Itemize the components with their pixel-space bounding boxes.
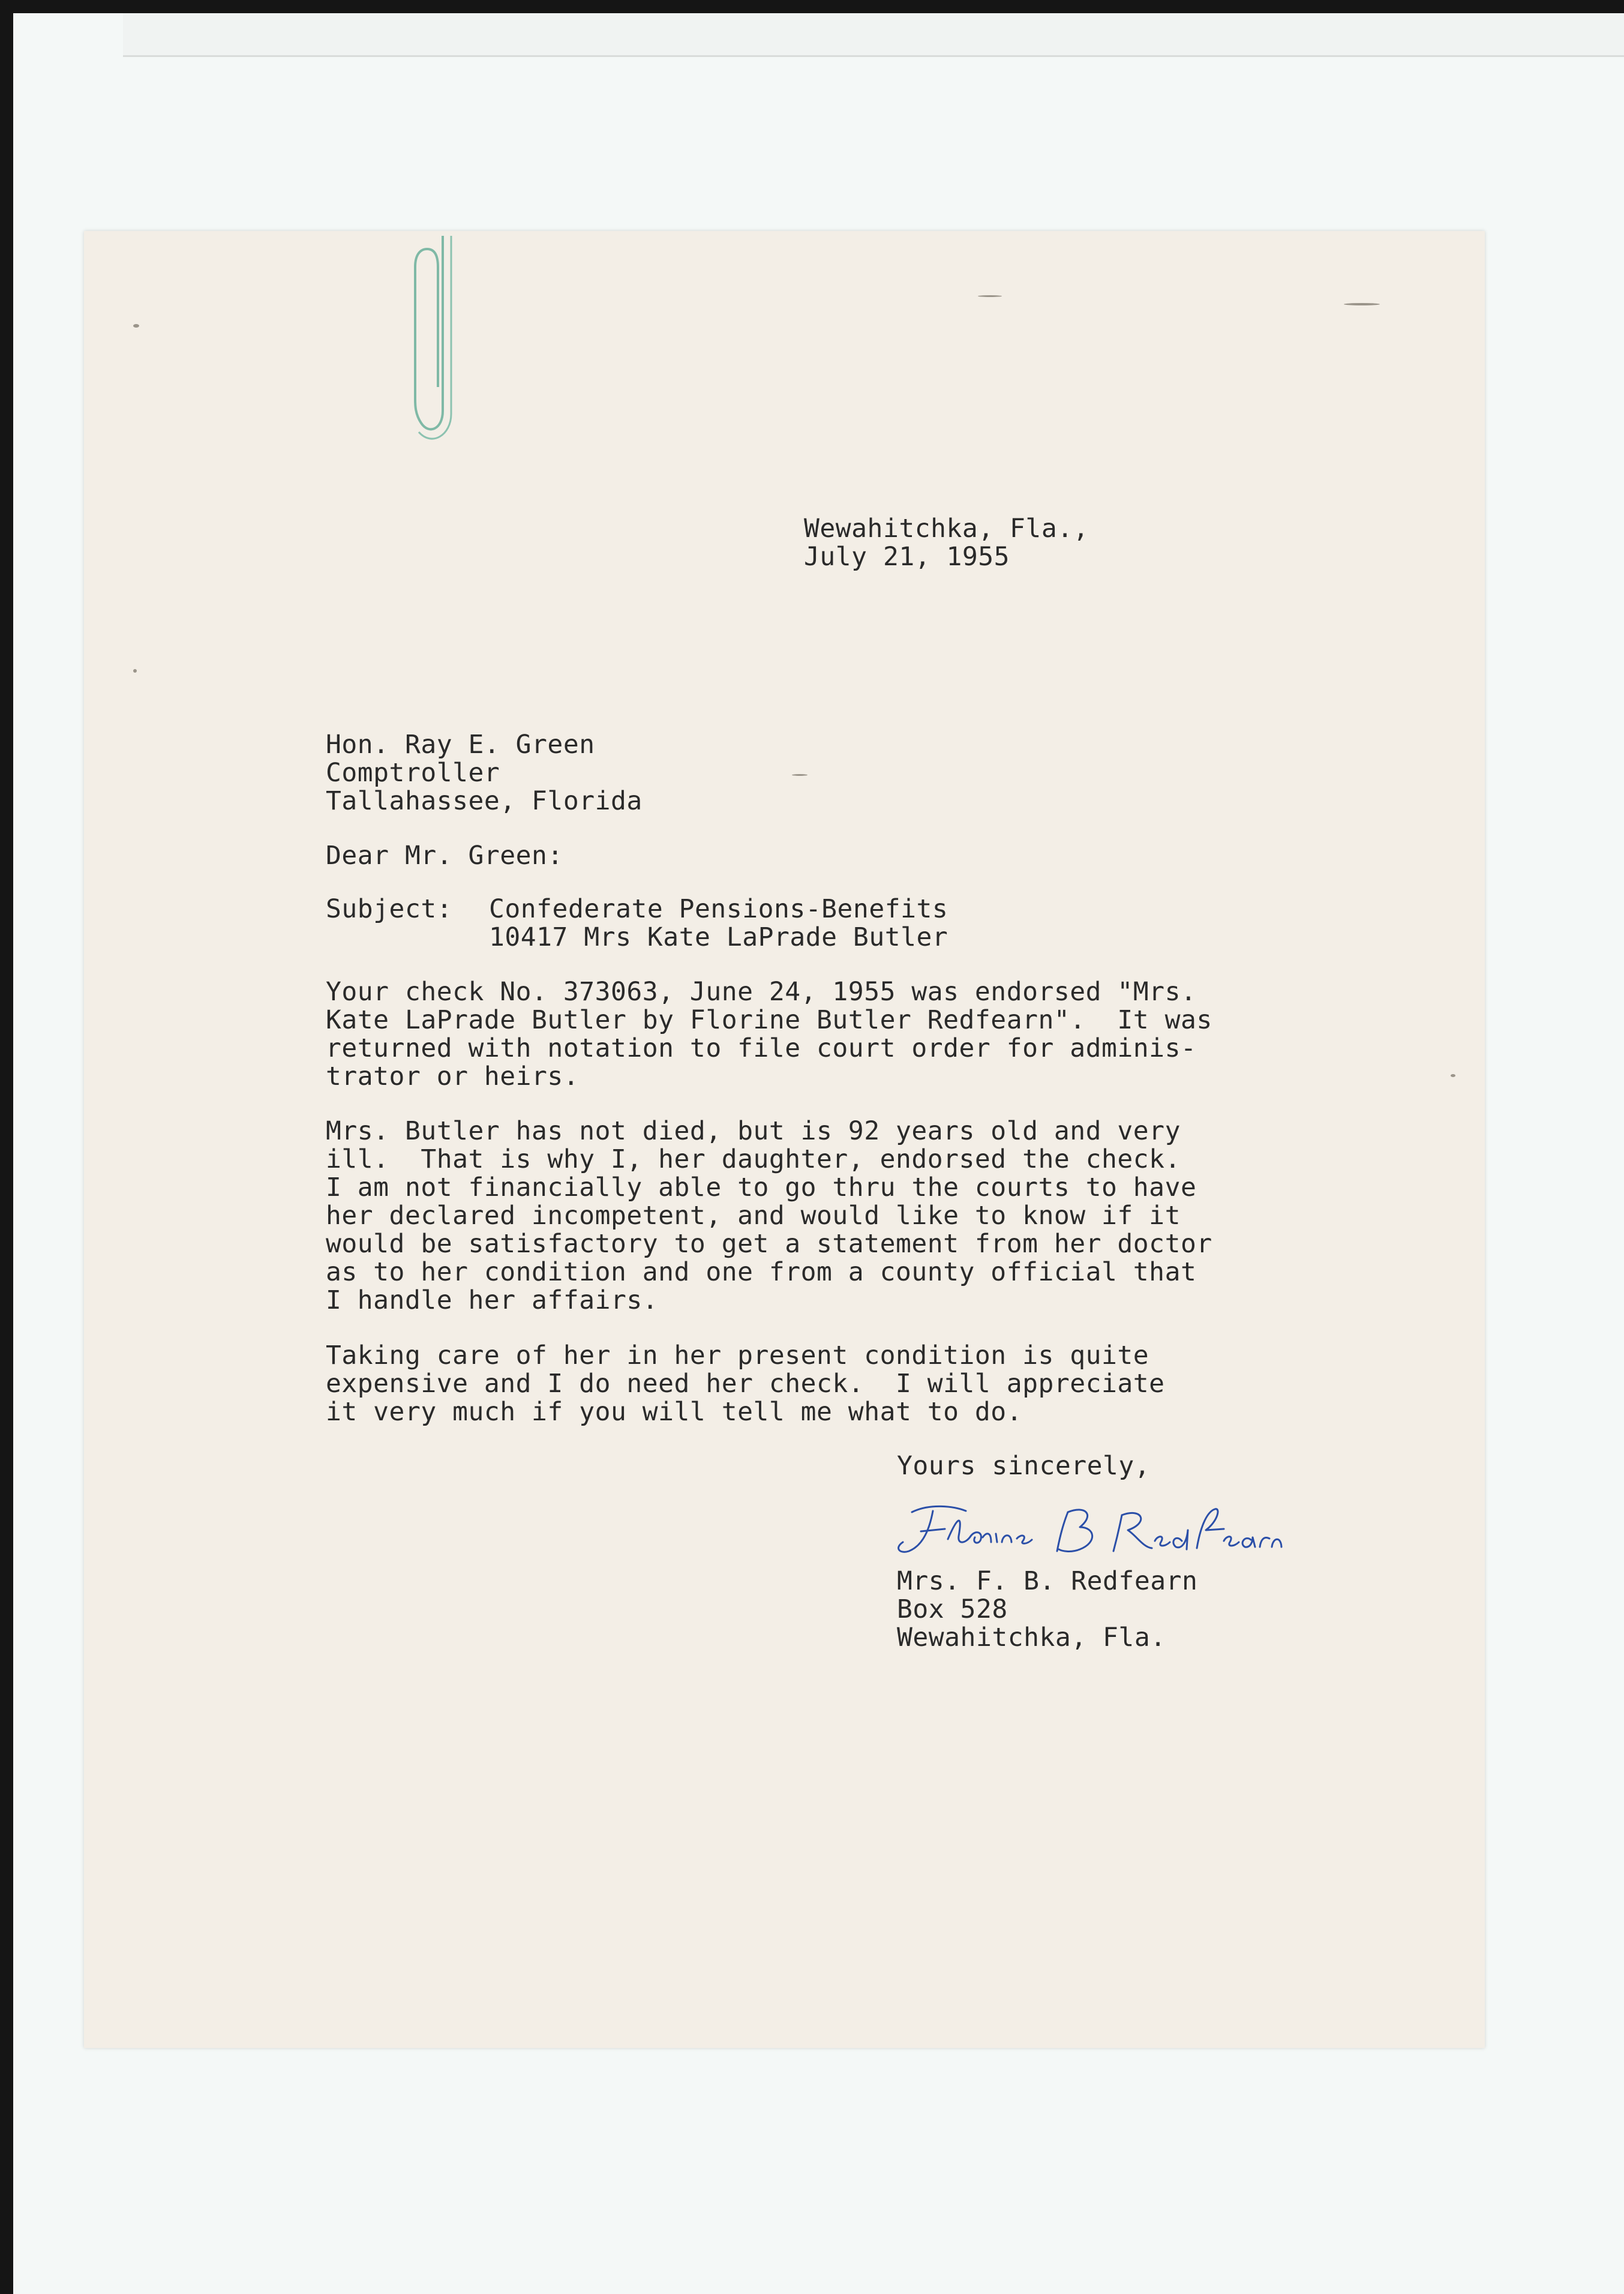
text-line: Mrs. Butler has not died, but is 92 years old and very xyxy=(326,1116,1181,1146)
salutation: Dear Mr. Green: xyxy=(326,841,563,871)
sender-city: Wewahitchka, Fla. xyxy=(897,1623,1166,1653)
backing-top-edge xyxy=(123,13,1624,57)
text-line: Taking care of her in her present condition is quite xyxy=(326,1341,1149,1371)
text-line: Kate LaPrade Butler by Florine Butler Redfearn". It was xyxy=(326,1005,1212,1035)
letter-place: Wewahitchka, Fla., xyxy=(804,514,1089,544)
paper-speck xyxy=(133,324,139,328)
text-line: I handle her affairs. xyxy=(326,1285,659,1315)
sender-name: Mrs. F. B. Redfearn xyxy=(897,1566,1198,1596)
text-line: returned with notation to file court order for adminis- xyxy=(326,1033,1197,1063)
text-line: Your check No. 373063, June 24, 1955 was endorsed "Mrs. xyxy=(326,977,1197,1007)
paperclip-icon xyxy=(408,231,474,447)
text-line: it very much if you will tell me what to do. xyxy=(326,1397,1023,1427)
paper-speck xyxy=(792,774,808,776)
paper-speck xyxy=(1344,303,1380,305)
paper-speck xyxy=(1451,1074,1455,1077)
recipient-city: Tallahassee, Florida xyxy=(326,786,643,816)
text-line: her declared incompetent, and would like to know if it xyxy=(326,1201,1181,1231)
subject-line-1: Confederate Pensions-Benefits xyxy=(489,894,948,924)
closing: Yours sincerely, xyxy=(897,1451,1151,1481)
text-line: trator or heirs. xyxy=(326,1061,580,1091)
text-line: expensive and I do need her check. I will appreciate xyxy=(326,1369,1165,1399)
text-line: I am not financially able to go thru the courts to have xyxy=(326,1173,1197,1203)
letter-date: July 21, 1955 xyxy=(804,542,1010,572)
recipient-name: Hon. Ray E. Green xyxy=(326,730,595,760)
subject-line-2: 10417 Mrs Kate LaPrade Butler xyxy=(489,922,948,952)
paper-speck xyxy=(133,669,137,673)
sender-box: Box 528 xyxy=(897,1594,1008,1624)
subject-label: Subject: xyxy=(326,894,453,924)
text-line: ill. That is why I, her daughter, endorsed the check. xyxy=(326,1144,1181,1174)
text-line: would be satisfactory to get a statement from her doctor xyxy=(326,1229,1212,1259)
handwritten-signature xyxy=(888,1494,1284,1560)
paper-speck xyxy=(978,295,1002,297)
text-line: as to her condition and one from a county official that xyxy=(326,1257,1197,1287)
recipient-title: Comptroller xyxy=(326,758,500,788)
